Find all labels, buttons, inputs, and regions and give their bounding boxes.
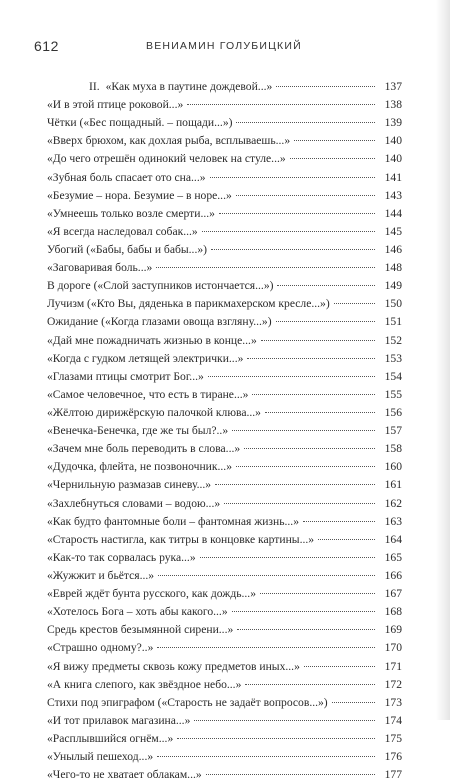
toc-entry xyxy=(47,639,402,657)
toc-dot-leader xyxy=(252,394,375,395)
toc-entry-page: 148 xyxy=(384,261,402,275)
toc-dot-leader xyxy=(304,666,375,667)
toc-dot-leader xyxy=(156,267,375,268)
toc-entry xyxy=(47,730,402,748)
toc-dot-leader xyxy=(232,430,375,431)
toc-entry-title: «Безумие – нора. Безумие – в норе...» xyxy=(47,188,232,202)
toc-entry xyxy=(47,495,402,513)
toc-entry-title: «Как-то так сорвалась рука...» xyxy=(47,550,196,564)
toc-dot-leader xyxy=(211,249,375,250)
toc-entry-title: В дороге («Слой заступников истончается...») xyxy=(47,279,274,293)
toc-entry xyxy=(47,748,402,766)
toc-entry-title: «Дудочка, флейта, не позвоночник...» xyxy=(47,460,232,474)
toc-entry xyxy=(47,585,402,603)
toc-entry xyxy=(47,132,402,150)
toc-entry xyxy=(47,603,402,621)
page-header xyxy=(34,38,416,58)
toc-entry xyxy=(47,295,402,313)
toc-entry-page: 139 xyxy=(384,116,402,130)
toc-entry-page: 141 xyxy=(384,170,402,184)
toc-entry-title: «Когда с гудком летящей электрички...» xyxy=(47,351,244,365)
toc-dot-leader xyxy=(236,466,375,467)
toc-dot-leader xyxy=(276,321,375,322)
toc-dot-leader xyxy=(157,756,375,757)
toc-entry-page: 164 xyxy=(384,532,402,546)
toc-dot-leader xyxy=(232,611,375,612)
toc-dot-leader xyxy=(303,521,375,522)
toc-entry-page: 151 xyxy=(384,315,402,329)
toc-entry-page: 154 xyxy=(384,369,402,383)
toc-entry xyxy=(47,259,402,277)
toc-entry-title: «Чернильную размазав синеву...» xyxy=(47,478,212,492)
toc-entry-page: 177 xyxy=(384,768,402,782)
toc-entry-title: «Старость настигла, как титры в концовке картины...» xyxy=(47,532,315,546)
toc-entry xyxy=(47,332,402,350)
toc-entry xyxy=(47,549,402,567)
toc-entry-page: 161 xyxy=(384,478,402,492)
toc-entry-title: «Умнеешь только возле смерти...» xyxy=(47,206,215,220)
toc-entry-title: «Венечка-Бенечка, где же ты был?..» xyxy=(47,424,229,438)
toc-dot-leader xyxy=(200,557,375,558)
toc-entry-title: Лучизм («Кто Вы, дяденька в парикмахерском кресле...») xyxy=(47,297,330,311)
toc-entry-title: «Заговаривая боль...» xyxy=(47,261,153,275)
toc-entry-title: «Самое человечное, что есть в тиране...» xyxy=(47,387,249,401)
toc-dot-leader xyxy=(318,539,375,540)
toc-entry-title: «Чего-то не хватает облакам...» xyxy=(47,768,202,782)
running-title: ВЕНИАМИН ГОЛУБИЦКИЙ xyxy=(146,40,302,52)
toc-entry-page: 168 xyxy=(384,605,402,619)
toc-entry-title: «Дай мне пожадничать жизнью в конце...» xyxy=(47,333,257,347)
toc-entry-title: «Расплывшийся огнём...» xyxy=(47,731,174,745)
toc-entry-page: 157 xyxy=(384,424,402,438)
toc-entry xyxy=(47,440,402,458)
toc-entry-title: «Унылый пешеход...» xyxy=(47,750,154,764)
toc-entry-title: «До чего отрешён одинокий человек на стуле...» xyxy=(47,152,286,166)
toc-entry-page: 163 xyxy=(384,514,402,528)
toc-dot-leader xyxy=(245,684,375,685)
toc-entry xyxy=(47,422,402,440)
toc-entry-page: 170 xyxy=(384,641,402,655)
toc-entry-title: Ожидание («Когда глазами овоща взгляну...») xyxy=(47,315,272,329)
table-of-contents xyxy=(47,78,402,784)
toc-dot-leader xyxy=(334,303,375,304)
toc-entry-title: «Глазами птицы смотрит Бог...» xyxy=(47,369,204,383)
toc-entry-page: 153 xyxy=(384,351,402,365)
toc-entry-title: «Жужжит и бьётся...» xyxy=(47,568,155,582)
toc-entry-title: Средь крестов безымянной сирени...» xyxy=(47,623,234,637)
toc-entry xyxy=(47,513,402,531)
toc-dot-leader xyxy=(177,738,375,739)
toc-entry xyxy=(47,277,402,295)
toc-dot-leader xyxy=(187,104,375,105)
toc-entry-page: 171 xyxy=(384,659,402,673)
toc-entry-page: 162 xyxy=(384,496,402,510)
toc-entry-page: 145 xyxy=(384,224,402,238)
toc-entry-page: 175 xyxy=(384,731,402,745)
toc-entry xyxy=(47,458,402,476)
toc-entry-title: Чётки («Бес пощадный. – пощади...») xyxy=(47,116,233,130)
toc-entry-page: 137 xyxy=(384,80,402,93)
toc-entry-page: 155 xyxy=(384,387,402,401)
toc-entry-title: Убогий («Бабы, бабы и бабы...») xyxy=(47,242,208,256)
toc-dot-leader xyxy=(260,593,375,594)
toc-dot-leader xyxy=(210,177,375,178)
toc-dot-leader xyxy=(215,484,375,485)
toc-entry xyxy=(47,658,402,676)
toc-entry-title: «Еврей ждёт бунта русского, как дождь...» xyxy=(47,587,256,601)
toc-section-label: II. xyxy=(89,80,100,93)
toc-entry xyxy=(47,676,402,694)
toc-entry-title: «Хотелось Бога – хоть абы какого...» xyxy=(47,605,228,619)
toc-entry-title: «Как будто фантомные боли – фантомная жизнь...» xyxy=(47,514,299,528)
toc-entry xyxy=(47,531,402,549)
toc-entry-title: «Я вижу предметы сквозь кожу предметов иных...» xyxy=(47,659,300,673)
toc-entry-page: 167 xyxy=(384,587,402,601)
toc-entry-title: «А книга слепого, как звёздное небо...» xyxy=(47,677,242,691)
toc-entry xyxy=(47,78,402,96)
toc-dot-leader xyxy=(332,702,375,703)
toc-entry-page: 158 xyxy=(384,442,402,456)
toc-dot-leader xyxy=(277,285,375,286)
toc-entry-title: Стихи под эпиграфом («Старость не задаёт вопросов...») xyxy=(47,695,328,709)
toc-entry-title: «Жёлтою дирижёрскую палочкой клюва...» xyxy=(47,405,261,419)
toc-entry-page: 174 xyxy=(384,713,402,727)
toc-entry-page: 166 xyxy=(384,568,402,582)
toc-entry-page: 149 xyxy=(384,279,402,293)
toc-entry xyxy=(47,694,402,712)
toc-dot-leader xyxy=(276,86,375,87)
toc-entry-title: «Как муха в паутине дождевой...» xyxy=(105,80,273,93)
toc-dot-leader xyxy=(261,340,375,341)
page-number: 612 xyxy=(34,38,59,54)
toc-entry xyxy=(47,313,402,331)
toc-entry-page: 173 xyxy=(384,695,402,709)
toc-entry xyxy=(47,187,402,205)
toc-entry xyxy=(47,350,402,368)
toc-entry-page: 156 xyxy=(384,405,402,419)
toc-entry-page: 152 xyxy=(384,333,402,347)
toc-entry xyxy=(47,114,402,132)
toc-dot-leader xyxy=(208,376,375,377)
toc-dot-leader xyxy=(158,575,375,576)
toc-entry xyxy=(47,368,402,386)
toc-entry-page: 172 xyxy=(384,677,402,691)
toc-entry xyxy=(47,223,402,241)
toc-entry xyxy=(47,766,402,784)
toc-entry xyxy=(47,404,402,422)
toc-entry xyxy=(47,205,402,223)
toc-entry-title: «Я всегда наследовал собак...» xyxy=(47,224,198,238)
toc-dot-leader xyxy=(202,231,375,232)
toc-entry-page: 140 xyxy=(384,152,402,166)
toc-dot-leader xyxy=(236,195,375,196)
toc-entry-title: «И тот прилавок магазина...» xyxy=(47,713,191,727)
toc-dot-leader xyxy=(237,629,375,630)
toc-entry-title: «Страшно одному?..» xyxy=(47,641,154,655)
toc-entry xyxy=(47,96,402,114)
toc-entry-page: 144 xyxy=(384,206,402,220)
toc-entry xyxy=(47,621,402,639)
toc-dot-leader xyxy=(236,122,375,123)
toc-dot-leader xyxy=(224,503,375,504)
toc-entry xyxy=(47,386,402,404)
toc-dot-leader xyxy=(265,412,375,413)
toc-dot-leader xyxy=(206,774,375,775)
toc-entry xyxy=(47,712,402,730)
toc-entry-page: 160 xyxy=(384,460,402,474)
toc-entry xyxy=(47,241,402,259)
toc-entry xyxy=(47,150,402,168)
toc-entry xyxy=(47,169,402,187)
toc-entry-title: «И в этой птице роковой...» xyxy=(47,98,184,112)
toc-dot-leader xyxy=(294,140,375,141)
toc-entry-page: 146 xyxy=(384,242,402,256)
toc-dot-leader xyxy=(219,213,375,214)
toc-dot-leader xyxy=(157,647,375,648)
toc-dot-leader xyxy=(290,158,375,159)
toc-dot-leader xyxy=(247,358,375,359)
toc-entry xyxy=(47,476,402,494)
toc-entry-title: «Зубная боль спасает ото сна...» xyxy=(47,170,206,184)
toc-entry-page: 150 xyxy=(384,297,402,311)
toc-entry-page: 165 xyxy=(384,550,402,564)
toc-entry-title: «Захлебнуться словами – водою...» xyxy=(47,496,221,510)
toc-entry-title: «Вверх брюхом, как дохлая рыба, всплываешь...» xyxy=(47,134,291,148)
toc-entry-page: 169 xyxy=(384,623,402,637)
toc-entry-page: 176 xyxy=(384,750,402,764)
toc-entry xyxy=(47,567,402,585)
toc-entry-page: 140 xyxy=(384,134,402,148)
toc-dot-leader xyxy=(244,448,375,449)
toc-entry-title: «Зачем мне боль переводить в слова...» xyxy=(47,442,241,456)
toc-entry-page: 143 xyxy=(384,188,402,202)
toc-entry-page: 138 xyxy=(384,98,402,112)
page-gutter-shadow xyxy=(436,0,450,720)
